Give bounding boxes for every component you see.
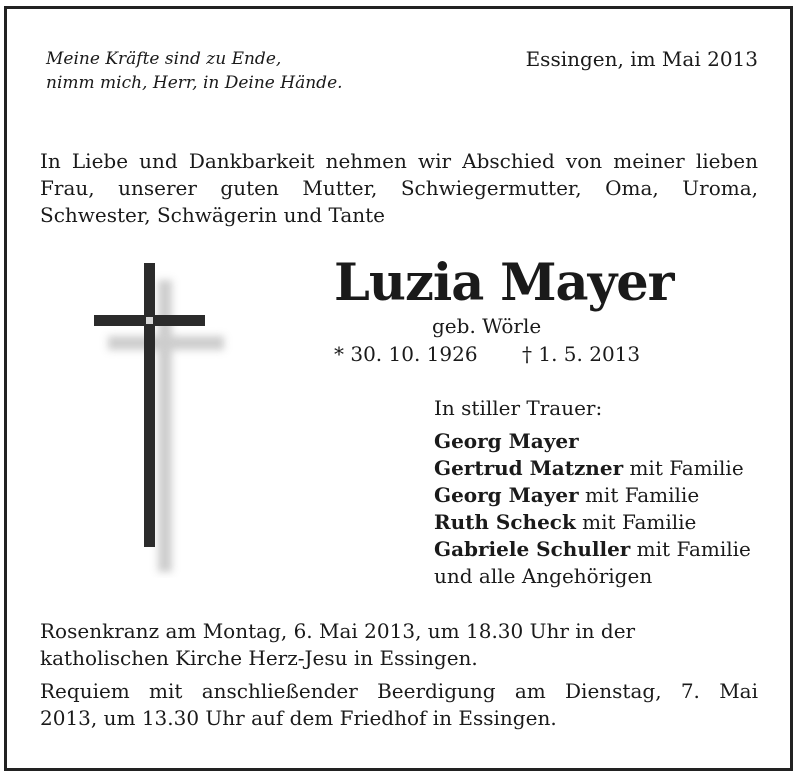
deceased-name: Luzia Mayer	[334, 253, 674, 313]
requiem-line-2: 2013, um 13.30 Uhr auf dem Friedhof in Essingen.	[40, 706, 557, 730]
mourners-list	[434, 428, 751, 590]
mourner-name: Georg Mayer	[434, 429, 579, 453]
rosary-line-1: Rosenkranz am Montag, 6. Mai 2013, um 18.30 Uhr in der	[40, 619, 636, 643]
cross-shape	[94, 263, 205, 547]
death-date: † 1. 5. 2013	[522, 342, 641, 366]
rosary-line-2: katholischen Kirche Herz-Jesu in Essingen.	[40, 646, 478, 670]
place-date: Essingen, im Mai 2013	[525, 47, 758, 71]
mourner-suffix: mit Familie	[575, 510, 697, 534]
mourner-suffix: mit Familie	[630, 537, 751, 561]
mourner-entry	[434, 509, 751, 536]
birth-date: * 30. 10. 1926	[334, 342, 478, 366]
mourning-heading: In stiller Trauer:	[434, 396, 603, 420]
mourner-entry	[434, 536, 751, 563]
verse	[46, 47, 343, 95]
mourning-closing: und alle Angehörigen	[434, 564, 653, 588]
mourner-entry	[434, 455, 751, 482]
mourner-name: Ruth Scheck	[434, 510, 576, 534]
intro-text	[40, 148, 758, 229]
verse-line-1: Meine Kräfte sind zu Ende,	[46, 49, 282, 69]
mourner-name: Gertrud Matzner	[434, 456, 624, 480]
mourner-name: Gabriele Schuller	[434, 537, 631, 561]
cross-icon	[90, 258, 235, 578]
intro-line-1: In Liebe und Dankbarkeit nehmen wir Abschied von meiner lieben	[40, 149, 758, 173]
rosary-notice	[40, 618, 758, 672]
requiem-line-1: Requiem mit anschließender Beerdigung am Dienstag, 7. Mai	[40, 679, 758, 703]
mourner-entry	[434, 482, 751, 509]
intro-line-3: Schwester, Schwägerin und Tante	[40, 203, 385, 227]
intro-line-2: Frau, unserer guten Mutter, Schwiegermutter, Oma, Uroma,	[40, 176, 758, 200]
verse-line-2: nimm mich, Herr, in Deine Hände.	[46, 73, 343, 93]
mourner-suffix: mit Familie	[623, 456, 744, 480]
mourner-entry	[434, 428, 751, 455]
mourner-suffix: mit Familie	[578, 483, 700, 507]
maiden-name: geb. Wörle	[432, 314, 542, 338]
mourner-name: Georg Mayer	[434, 483, 579, 507]
requiem-notice	[40, 678, 758, 732]
